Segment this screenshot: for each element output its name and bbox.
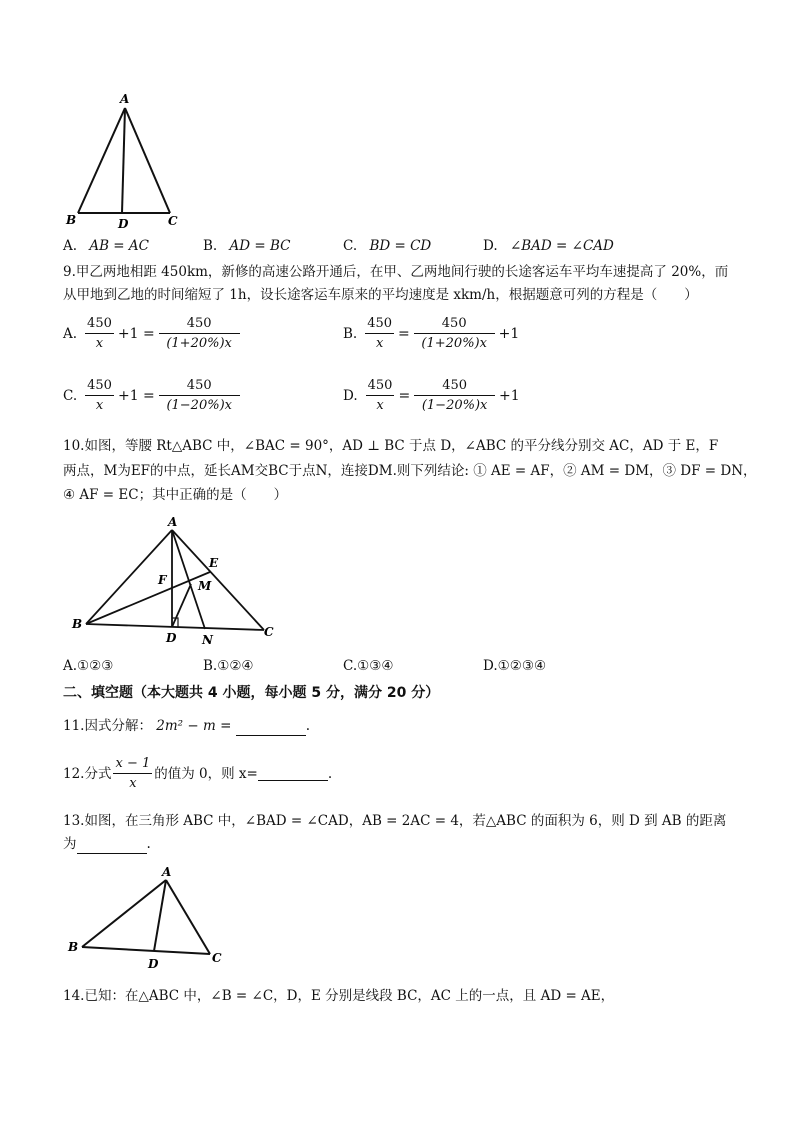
q8-side-ac: [125, 108, 170, 213]
q9-option-b[interactable]: [343, 316, 519, 351]
q9-b-right-fraction: $\frac{450}{(1+20\%)x}$: [414, 316, 495, 351]
q12: [63, 756, 332, 791]
q13-triangle-figure: [64, 862, 234, 977]
q10-side-bc: [86, 624, 264, 630]
q8-option-a-text: AB = AC: [89, 238, 149, 254]
q14-stem-line1: 14.已知：在△ABC 中，∠B = ∠C，D，E 分别是线段 BC，AC 上的一点，且 AD = AE，: [63, 988, 615, 1004]
q12-suffix: 的值为 0，则 x=: [154, 765, 258, 782]
q9-option-c-label: C.: [63, 387, 78, 404]
q12-answer-blank[interactable]: [258, 766, 328, 781]
q9-option-b-label: B.: [343, 325, 358, 342]
q10-triangle-figure: [64, 512, 289, 654]
q9-c-left-fraction: $\frac{450}{x}$: [87, 378, 112, 413]
q13-label-d: D: [148, 957, 159, 971]
q11-prefix: 11.因式分解：: [63, 718, 152, 734]
q8-option-a-label: A.: [63, 238, 78, 254]
q9-option-a[interactable]: [63, 316, 244, 351]
q8-option-d[interactable]: [483, 236, 614, 256]
q10-option-a[interactable]: A.①②③: [63, 658, 114, 674]
q13-label-b: B: [68, 940, 79, 954]
q9-c-right-fraction: $\frac{450}{(1-20\%)x}$: [159, 378, 240, 413]
q10-option-b[interactable]: B.①②④: [203, 658, 254, 674]
q10-label-c: C: [264, 625, 274, 639]
q10-label-e: E: [209, 556, 219, 570]
q13-side-ab: [82, 880, 166, 947]
q13-side-bc: [82, 947, 210, 954]
q8-label-d: D: [118, 217, 129, 231]
q9-option-c[interactable]: [63, 378, 244, 413]
q8-option-b-text: AD = BC: [229, 238, 291, 254]
q8-option-b[interactable]: [203, 236, 290, 256]
q13-stem-line1: 13.如图，在三角形 ABC 中，∠BAD = ∠CAD，AB = 2AC = 4，若△ABC 的面积为 6，则 D 到 AB 的距离: [63, 813, 727, 829]
q9-b-mid: =: [398, 325, 410, 342]
q8-triangle-figure: [60, 88, 200, 233]
q10-stem-line1: 10.如图，等腰 Rt△ABC 中，∠BAC = 90°，AD ⊥ BC 于点 D，∠ABC 的平分线分别交 AC，AD 于 E，F: [63, 438, 719, 454]
q11-expression: 2m² − m =: [156, 718, 232, 734]
q12-end: .: [327, 765, 333, 782]
section-2-heading: 二、填空题（本大题共 4 小题，每小题 5 分，满分 20 分）: [63, 685, 440, 701]
q9-a-left-fraction: $\frac{450}{x}$: [87, 316, 112, 351]
q10-label-m: M: [198, 579, 212, 593]
q8-option-c-text: BD = CD: [369, 238, 432, 254]
q9-b-tail: +1: [498, 325, 520, 342]
q10-segment-dm: [172, 584, 191, 627]
q10-label-f: F: [158, 573, 167, 587]
q10-label-d: D: [166, 631, 177, 645]
q8-option-d-text: ∠BAD = ∠CAD: [509, 238, 614, 254]
q11-answer-blank[interactable]: [236, 721, 306, 736]
q13-answer-blank[interactable]: [77, 839, 147, 854]
q9-d-tail: +1: [499, 387, 520, 404]
q9-d-mid: =: [398, 387, 411, 404]
q9-d-right-fraction: $\frac{450}{(1-20\%)x}$: [414, 378, 495, 413]
q9-stem-line2: 从甲地到乙地的时间缩短了 1h，设长途客运车原来的平均速度是 xkm/h，根据题意可列的方程是（ ）: [63, 287, 698, 303]
q9-option-d[interactable]: [343, 378, 520, 413]
q9-d-left-fraction: $\frac{450}{x}$: [367, 378, 393, 413]
q9-option-a-label: A.: [63, 325, 78, 342]
q13-segment-ad: [154, 880, 166, 951]
q10-stem-line2: 两点，M为EF的中点，延长AM交BC于点N，连接DM.则下列结论: ① AE = AF，② AM = DM，③ DF = DN，: [63, 463, 757, 479]
q8-segment-ad: [122, 108, 125, 213]
q12-prefix: 12.分式: [63, 765, 112, 782]
q9-stem-line1: 9.甲乙两地相距 450km，新修的高速公路开通后，在甲、乙两地间行驶的长途客运车平均车速提高了 20%，而: [63, 264, 729, 280]
q8-side-ab: [78, 108, 125, 213]
q10-label-n: N: [202, 633, 213, 647]
q13-label-a: A: [162, 865, 172, 879]
q8-option-d-label: D.: [483, 238, 498, 254]
q9-a-mid: +1 =: [117, 325, 155, 342]
q10-segment-be: [86, 572, 210, 624]
q8-label-b: B: [66, 213, 77, 227]
q8-option-a[interactable]: [63, 236, 149, 256]
q9-a-right-fraction: $\frac{450}{(1+20\%)x}$: [159, 316, 240, 351]
q13-side-ac: [166, 880, 210, 954]
q13-line2-text: 为: [63, 836, 77, 852]
q8-label-a: A: [120, 92, 130, 106]
q8-option-c-label: C.: [343, 238, 358, 254]
q12-fraction: $\frac{x - 1}{x}$: [115, 756, 151, 791]
q10-side-ac: [172, 530, 264, 630]
q9-b-left-fraction: $\frac{450}{x}$: [367, 316, 393, 351]
q13-label-c: C: [212, 951, 222, 965]
q10-option-d[interactable]: D.①②③④: [483, 658, 547, 674]
q10-stem-line3: ④ AF = EC；其中正确的是（ ）: [63, 487, 288, 503]
q11-suffix: .: [305, 718, 310, 734]
q10-option-c[interactable]: C.①③④: [343, 658, 394, 674]
q11: [63, 716, 310, 736]
q13-end: .: [146, 836, 151, 852]
q8-option-c[interactable]: [343, 236, 431, 256]
q10-label-b: B: [72, 617, 83, 631]
q9-option-d-label: D.: [343, 387, 358, 404]
q8-option-b-label: B.: [203, 238, 218, 254]
q9-c-mid: +1 =: [117, 387, 155, 404]
q10-label-a: A: [168, 515, 178, 529]
q8-label-c: C: [168, 214, 178, 228]
q13-stem-line2: [63, 834, 151, 854]
